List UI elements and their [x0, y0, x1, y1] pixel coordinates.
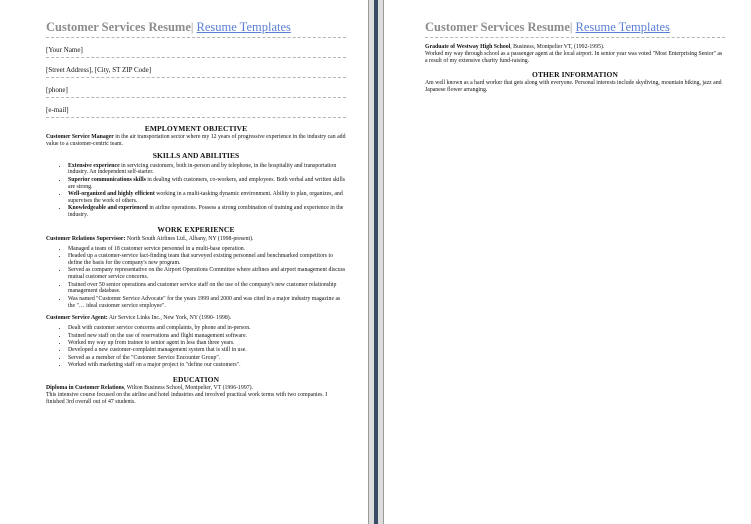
list-item: • Headed up a customer-service fact-finding team that surveyed existing personnel and benchmarked competitors to define the basis for the company's new program.: [68, 253, 346, 267]
list-item: [68, 205, 346, 219]
education-2-title: Graduate of Westway High School: [425, 44, 511, 50]
list-item: • Dealt with customer service concerns and complaints, by phone and in-person.: [68, 325, 346, 332]
skill-bold: Superior communications skills: [68, 176, 146, 183]
resume-page-1: [0, 0, 368, 524]
objective-text: [46, 134, 346, 148]
education-heading: EDUCATION: [172, 375, 220, 385]
page-1-content: [46, 20, 346, 407]
objective-heading: EMPLOYMENT OBJECTIVE: [144, 124, 248, 133]
header-title: Customer Services Resume: [46, 20, 191, 34]
resume-templates-link[interactable]: Resume Templates: [575, 20, 670, 34]
page-2-content: [425, 20, 725, 96]
gutter-bar: [374, 0, 378, 524]
job-1-place: North South Airlines Ltd., Albany, NY (1998-present).: [125, 235, 254, 242]
resume-page-2: [384, 0, 751, 524]
list-item: [68, 163, 346, 177]
skill-bold: Well-organized and highly efficient: [68, 190, 155, 197]
page-gutter: [368, 0, 384, 524]
job-1-header: [46, 236, 346, 243]
header-separator: |: [190, 20, 194, 34]
address-field[interactable]: [Street Address], [City, ST ZIP Code]: [46, 64, 346, 78]
list-item: • Worked with marketing staff on a major project to "define our customers".: [68, 362, 346, 369]
phone-field[interactable]: [phone]: [46, 84, 346, 98]
skill-text: in airline operations. Possess a strong combination of training and experience in the industry.: [68, 205, 344, 218]
list-item: • Served as company representative on the Airport Operations Committee where airlines and airport management discuss mutual customer service concerns.: [68, 267, 346, 281]
skill-bold: Extensive experience: [68, 162, 120, 169]
list-item: • Developed a new customer-complaint management system that is still in use.: [68, 347, 346, 354]
name-field[interactable]: [Your Name]: [46, 44, 346, 58]
job-2-place: Air Service Links Inc., New York, NY (1990- 1998).: [107, 315, 232, 322]
list-item: • Was named "Customer Service Advocate" for the years 1999 and 2000 and was cited in a major industry magazine as the "… ideal customer service employee".: [68, 296, 346, 310]
skill-bold: Knowledgeable and experienced: [68, 205, 148, 212]
job-1-duties: [46, 246, 346, 310]
other-heading: OTHER INFORMATION: [532, 70, 618, 80]
education-2-place: , Business, Montpelier VT, (1992-1995).: [510, 44, 605, 50]
header-title: Customer Services Resume: [425, 20, 570, 34]
education-entry-1: [46, 385, 346, 392]
education-1-detail: This intensive course focused on the airline and hotel industries and involved practical work terms with two companies. I finished 3rd overall out of 47 students.: [46, 391, 328, 405]
header-separator: |: [569, 20, 573, 34]
page-header: [46, 20, 346, 38]
education-1-title: Diploma in Customer Relations: [46, 385, 124, 392]
objective-role: Customer Service Manager: [46, 134, 114, 140]
job-2-duties: [46, 325, 346, 369]
list-item: [68, 177, 346, 191]
skill-text: in servicing customers, both in-person and by telephone, in the hospitality and transportation industry. An independent self-starter.: [68, 162, 337, 176]
resume-templates-link[interactable]: Resume Templates: [196, 20, 291, 34]
list-item: • Served as a member of the "Customer Service Encounter Group".: [68, 355, 346, 362]
skills-list: [46, 163, 346, 219]
work-heading: WORK EXPERIENCE: [157, 224, 235, 234]
education-1-place: , Wilton Business School, Montpelier, VT (1996-1997).: [124, 385, 253, 392]
list-item: • Managed a team of 18 customer service personnel in a multi-base operation.: [68, 246, 346, 253]
list-item: • Worked my way up from trainee to senior agent in less than three years.: [68, 340, 346, 347]
list-item: [68, 191, 346, 205]
education-entry-2: [425, 44, 725, 51]
page-header: [425, 20, 725, 38]
other-text: Am well known as a hard worker that gets along with everyone. Personal interests include skydiving, mountain biking, jazz and Japanese flower arranging.: [425, 80, 722, 94]
list-item: • Trained over 50 senior operations and customer service staff on the use of the company's new customer relationship management database.: [68, 282, 346, 296]
job-2-title: Customer Service Agent:: [46, 315, 108, 322]
job-1-title: Customer Relations Supervisor:: [46, 235, 126, 242]
email-field[interactable]: [e-mail]: [46, 104, 346, 118]
list-item: • Trained new staff on the use of reservations and flight management software.: [68, 333, 346, 340]
job-2-header: [46, 315, 346, 322]
education-2-detail: Worked my way through school as a passenger agent at the local airport. In senior year was voted "Most Enterprising Senior" as a result of my extensive charity fund-raising.: [425, 50, 723, 64]
objective-body: in the air transportation sector where my 12 years of progressive experience in the industry can add value to a customer-centric team.: [46, 134, 346, 147]
skill-text: in dealing with customers, co-workers, and employees. Both verbal and written skills are strong.: [68, 176, 345, 190]
skills-heading: SKILLS AND ABILITIES: [152, 150, 240, 160]
skill-text: working in a multi-tasking dynamic environment. Ability to plan, organizes, and supervises the work of others.: [68, 190, 343, 204]
